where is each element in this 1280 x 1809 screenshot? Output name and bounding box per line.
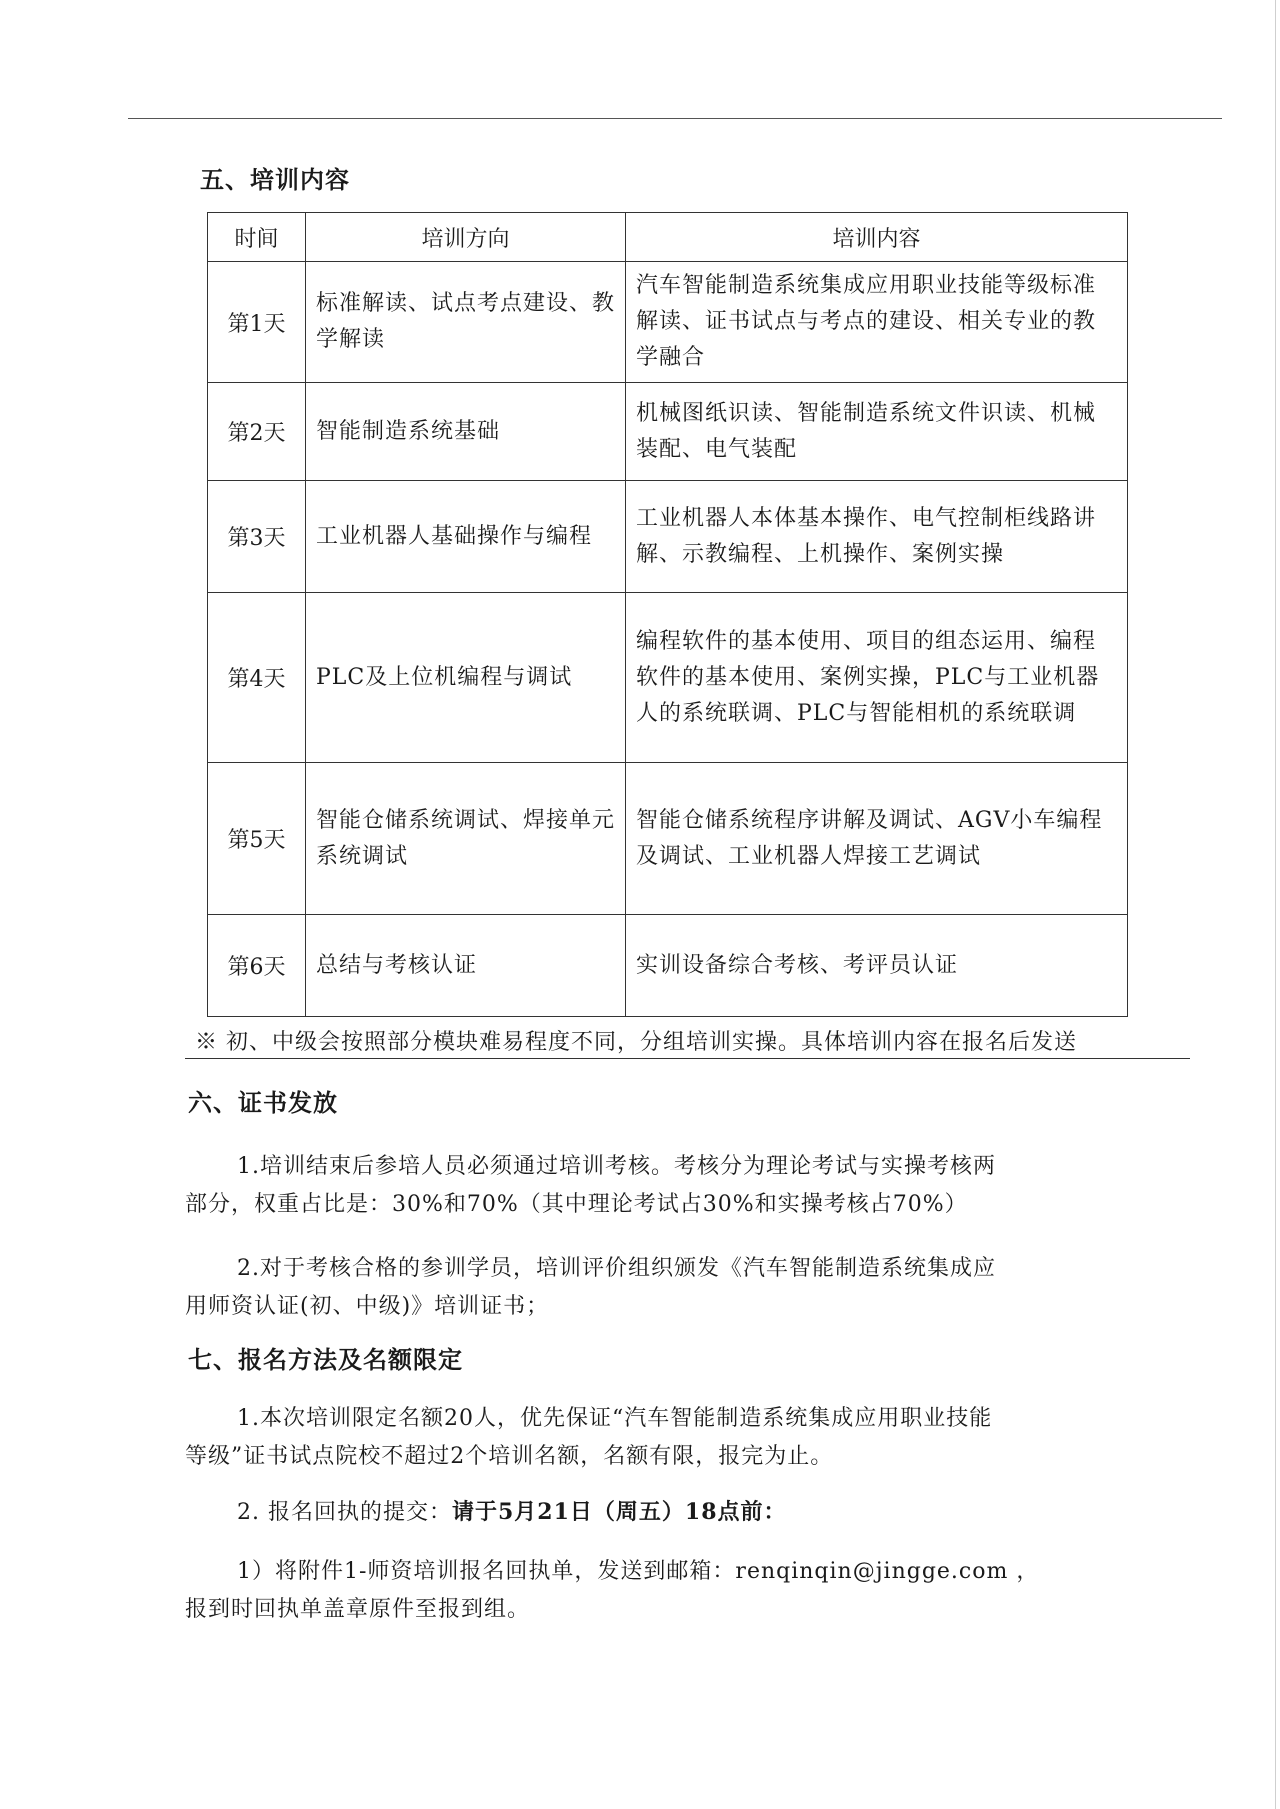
row-day: 第4天 <box>208 593 306 763</box>
row-direction: 总结与考核认证 <box>306 915 626 1017</box>
submission-label: 2. 报名回执的提交： <box>237 1500 452 1525</box>
row-day: 第5天 <box>208 763 306 915</box>
row-content: 实训设备综合考核、考评员认证 <box>626 915 1128 1017</box>
row-day: 第6天 <box>208 915 306 1017</box>
row-content: 智能仓储系统程序讲解及调试、AGV小车编程及调试、工业机器人焊接工艺调试 <box>626 763 1128 915</box>
table-row <box>208 763 1128 915</box>
paragraph-line: 1）将附件1-师资培训报名回执单，发送到邮箱：renqinqin@jingge.com ， <box>237 1559 1040 1584</box>
row-content: 编程软件的基本使用、项目的组态运用、编程软件的基本使用、案例实操，PLC与工业机器人的系统联调、PLC与智能相机的系统联调 <box>626 593 1128 763</box>
table-header-row <box>208 213 1128 262</box>
header-time: 时间 <box>208 213 306 262</box>
row-direction: PLC及上位机编程与调试 <box>306 593 626 763</box>
paragraph-line: 部分，权重占比是：30%和70%（其中理论考试占30%和实操考核占70%） <box>185 1192 968 1217</box>
row-direction: 工业机器人基础操作与编程 <box>306 481 626 593</box>
table-row <box>208 593 1128 763</box>
header-content: 培训内容 <box>626 213 1128 262</box>
row-day: 第2天 <box>208 383 306 481</box>
section7-heading: 七、报名方法及名额限定 <box>188 1345 463 1374</box>
table-row <box>208 383 1128 481</box>
row-content: 汽车智能制造系统集成应用职业技能等级标准解读、证书试点与考点的建设、相关专业的教学融合 <box>626 262 1128 383</box>
table-row <box>208 915 1128 1017</box>
header-rule <box>128 118 1222 119</box>
table-row <box>208 262 1128 383</box>
table-footnote: ※ 初、中级会按照部分模块难易程度不同，分组培训实操。具体培训内容在报名后发送 <box>195 1030 1077 1055</box>
row-content: 工业机器人本体基本操作、电气控制柜线路讲解、示教编程、上机操作、案例实操 <box>626 481 1128 593</box>
enrollment-paragraph-3 <box>185 1553 1105 1629</box>
row-direction: 智能制造系统基础 <box>306 383 626 481</box>
paragraph-line: 2.对于考核合格的参训学员，培训评价组织颁发《汽车智能制造系统集成应 <box>237 1256 996 1281</box>
footnote-underline <box>185 1058 1190 1059</box>
paragraph-line: 等级”证书试点院校不超过2个培训名额，名额有限，报完为止。 <box>185 1444 834 1469</box>
page-edge <box>1275 0 1276 1809</box>
table-row <box>208 481 1128 593</box>
row-day: 第3天 <box>208 481 306 593</box>
row-direction: 标准解读、试点考点建设、教学解读 <box>306 262 626 383</box>
paragraph-line: 报到时回执单盖章原件至报到组。 <box>185 1597 531 1622</box>
section6-heading: 六、证书发放 <box>188 1088 338 1117</box>
header-direction: 培训方向 <box>306 213 626 262</box>
enrollment-paragraph-1 <box>185 1400 1105 1476</box>
training-schedule-table <box>207 212 1128 1017</box>
submission-deadline: 请于5月21日（周五）18点前： <box>451 1499 787 1525</box>
row-day: 第1天 <box>208 262 306 383</box>
row-content: 机械图纸识读、智能制造系统文件识读、机械装配、电气装配 <box>626 383 1128 481</box>
paragraph-line: 用师资认证(初、中级)》培训证书； <box>185 1294 550 1319</box>
certificate-paragraph-2 <box>185 1250 1105 1326</box>
section5-heading: 五、培训内容 <box>200 165 350 194</box>
row-direction: 智能仓储系统调试、焊接单元系统调试 <box>306 763 626 915</box>
paragraph-line: 1.本次培训限定名额20人，优先保证“汽车智能制造系统集成应用职业技能 <box>237 1406 993 1431</box>
paragraph-line <box>185 1493 1105 1532</box>
enrollment-paragraph-2 <box>185 1493 1105 1532</box>
certificate-paragraph-1 <box>185 1148 1105 1224</box>
paragraph-line: 1.培训结束后参培人员必须通过培训考核。考核分为理论考试与实操考核两 <box>237 1154 996 1179</box>
